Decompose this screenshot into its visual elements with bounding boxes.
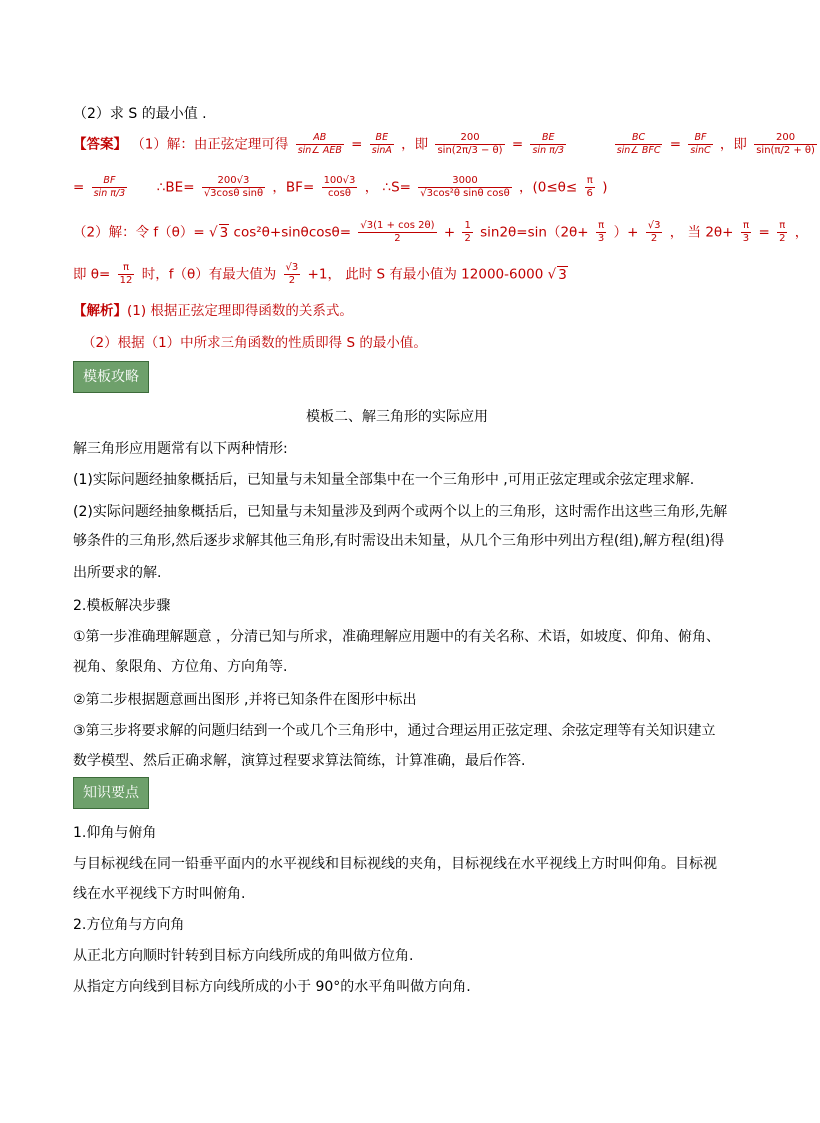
fraction-bf-over-sinc: $\frac{BF}{\sin C}$	[690, 132, 711, 156]
template-strategy-box: 模板攻略	[73, 361, 149, 393]
fraction-bf-over-sin-pi3: $\frac{BF}{\text{sin π/3}}$	[93, 175, 126, 199]
fraction-ab-over-sin-aeb: $\frac{AB}{\text{sin∠ AEB}}$	[297, 132, 342, 156]
analysis-tag: 【解析】	[73, 303, 127, 319]
case-2-line-3: 出所要求的解.	[73, 565, 162, 581]
answer-line-1: 【答案】 （1）解：由正弦定理可得 $\frac{AB}{\text{sin∠ AEB}}$ = $\frac{BE}{\sin A}$ ，即 $\frac{200}{\sin(2\pi/3 - \theta)}$ = $\frac{BE}{\text{sin π/3}}$ $\frac{BC}{\text{sin∠ BFC}}$ = $\frac{BF}{\sin C}$ ，即 $\frac{200}{\sin(\pi/2 + \theta)}$	[73, 132, 815, 156]
analysis-line-2: （2）根据（1）中所求三角函数的性质即得 S 的最小值。	[82, 335, 427, 351]
fraction-sqrt3-cos2theta: $\frac{√3(1 + \cos 2\theta)}{2}$	[360, 220, 435, 244]
fraction-sqrt3-over-2: $\frac{√3}{2}$	[647, 220, 661, 244]
analysis-line-1: 【解析】(1) 根据正弦定理即得函数的关系式。	[73, 303, 353, 319]
knowledge-1-line-2: 线在水平视线下方时叫俯角.	[73, 886, 246, 902]
fraction-pi-over-3: $\frac{\pi}{3}$	[597, 220, 605, 244]
question-part2: （2）求 S 的最小值 .	[73, 106, 207, 122]
fraction-200-over-sin: $\frac{200}{\sin(2\pi/3 - \theta)}$	[437, 132, 503, 156]
answer-line-4: 即 θ= $\frac{\pi}{12}$ 时，f（θ）有最大值为 $\frac{√3}{2}$ +1， 此时 S 有最小值为 12000-6000 √ 3	[73, 262, 567, 286]
answer-tag: 【答案】	[73, 136, 127, 153]
case-2-line-1: (2)实际问题经抽象概括后，已知量与未知量涉及到两个或两个以上的三角形，这时需作出这些三角形,先解	[73, 504, 728, 520]
fraction-200-over-sin-plus: $\frac{200}{\sin(\pi/2 + \theta)}$	[756, 132, 815, 156]
step-1-line-1: ①第一步准确理解题意 ，分清已知与所求，准确理解应用题中的有关名称、术语，如坡度、仰角、俯角、	[73, 629, 720, 645]
knowledge-2-title: 2.方位角与方向角	[73, 917, 185, 933]
knowledge-2-line-2: 从指定方向线到目标方向线所成的小于 90°的水平角叫做方向角.	[73, 979, 471, 995]
fraction-pi-over-2: $\frac{\pi}{2}$	[779, 220, 786, 244]
knowledge-1-line-1: 与目标视线在同一铅垂平面内的水平视线和目标视线的夹角，目标视线在水平视线上方时叫仰角。目标视	[73, 856, 717, 872]
case-2-line-2: 够条件的三角形,然后逐步求解其他三角形,有时需设出未知量，从几个三角形中列出方程(组),解方程(组)得	[73, 533, 725, 549]
fraction-bc-over-sin-bfc: $\frac{BC}{\text{sin∠ BFC}}$	[616, 132, 661, 156]
steps-title: 2.模板解决步骤	[73, 598, 171, 614]
fraction-pi-over-6: $\frac{\pi}{6}$	[586, 175, 593, 199]
fraction-be-over-sina: $\frac{BE}{\sin A}$	[371, 132, 392, 156]
step-3-line-2: 数学模型、然后正确求解，演算过程要求算法简练，计算准确，最后作答.	[73, 753, 526, 769]
fraction-pi-over-12: $\frac{\pi}{12}$	[119, 262, 133, 286]
step-3-line-1: ③第三步将要求解的问题归结到一个或几个三角形中，通过合理运用正弦定理、余弦定理等有关知识建立	[73, 723, 716, 739]
case-1: (1)实际问题经抽象概括后，已知量与未知量全部集中在一个三角形中 ,可用正弦定理或余弦定理求解.	[73, 472, 695, 488]
knowledge-2-line-1: 从正北方向顺时针转到目标方向线所成的角叫做方位角.	[73, 948, 414, 964]
intro-text: 解三角形应用题常有以下两种情形:	[73, 441, 288, 457]
fraction-one-half: $\frac{1}{2}$	[464, 220, 471, 244]
fraction-pi-over-3-b: $\frac{\pi}{3}$	[742, 220, 750, 244]
fraction-s-value: $\frac{3000}{\text{√3cos²θ sinθ cosθ}}$	[420, 175, 510, 199]
fraction-be-value: $\frac{200√3}{\text{√3cosθ sinθ}}$	[203, 175, 264, 199]
step-2: ②第二步根据题意画出图形 ,并将已知条件在图形中标出	[73, 692, 417, 708]
answer-line-3: （2）解：令 f（θ）= √ 3 cos²θ+sinθcosθ= $\frac{√3(1 + \cos 2\theta)}{2}$ + $\frac{1}{2}$ sin2θ=sin（2θ+ $\frac{\pi}{3}$ ）+ $\frac{√3}{2}$ ， 当 2θ+ $\frac{\pi}{3}$ = $\frac{\pi}{2}$ ，	[73, 220, 809, 244]
step-1-line-2: 视角、象限角、方位角、方向角等.	[73, 659, 288, 675]
fraction-max-sqrt3-over-2: $\frac{√3}{2}$	[285, 262, 299, 286]
answer-line-2: = $\frac{BF}{\text{sin π/3}}$ ∴BE= $\frac{200√3}{\text{√3cosθ sinθ}}$ ，BF= $\frac{100√3}{\cos\theta}$ ， ∴S= $\frac{3000}{\text{√3cos²θ sinθ cosθ}}$ ，(0≤θ≤ $\frac{\pi}{6}$ )	[73, 175, 608, 199]
section-title: 模板二、解三角形的实际应用	[306, 409, 488, 425]
knowledge-points-box: 知识要点	[73, 777, 149, 809]
knowledge-1-title: 1.仰角与俯角	[73, 825, 157, 841]
fraction-be-over-sin-pi3: $\frac{BE}{\text{sin π/3}}$	[532, 132, 565, 156]
answer-part1-intro: （1）解：由正弦定理可得	[131, 136, 289, 153]
fraction-bf-value: $\frac{100√3}{\cos\theta}$	[323, 175, 356, 199]
